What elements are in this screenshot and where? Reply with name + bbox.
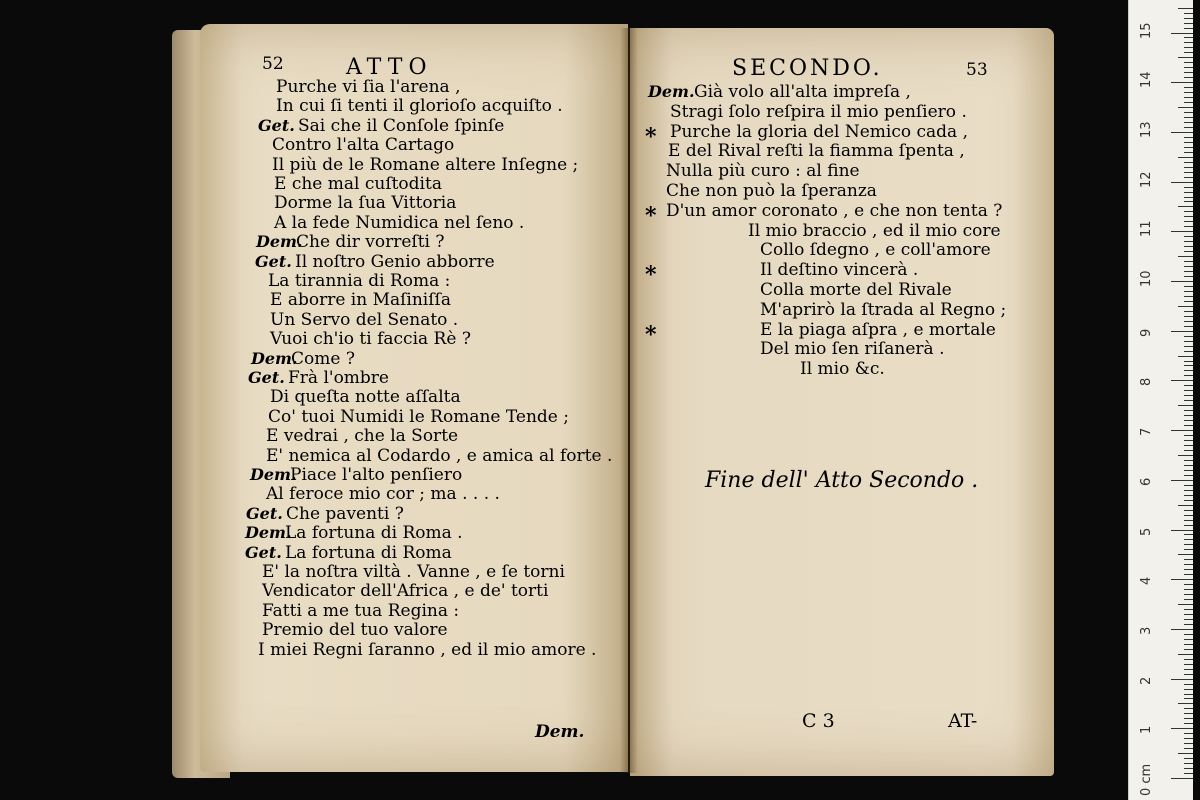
verse-line: Il deſtino vincerà . bbox=[760, 260, 919, 281]
ruler-tick bbox=[1184, 62, 1193, 63]
verse-line: Di queſta notte aſſalta bbox=[270, 387, 461, 408]
ruler-tick bbox=[1178, 505, 1193, 506]
ruler-tick bbox=[1184, 639, 1193, 640]
ruler-tick bbox=[1184, 738, 1193, 739]
ruler-tick bbox=[1184, 594, 1193, 595]
verse-line: Purche la gloria del Nemico cada , bbox=[670, 121, 968, 142]
ruler-tick bbox=[1184, 743, 1193, 744]
ruler-tick bbox=[1171, 679, 1193, 680]
ruler-tick bbox=[1184, 192, 1193, 193]
ruler-tick bbox=[1171, 33, 1193, 34]
ruler-tick bbox=[1171, 778, 1193, 779]
speaker-label: Get. bbox=[248, 368, 285, 387]
ruler-tick bbox=[1184, 420, 1193, 421]
ruler-tick bbox=[1171, 82, 1193, 83]
ruler-tick bbox=[1184, 395, 1193, 396]
ruler-tick bbox=[1184, 400, 1193, 401]
ruler-tick bbox=[1184, 276, 1193, 277]
verse-line: Colla morte del Rivale bbox=[760, 280, 952, 300]
ruler-tick bbox=[1184, 425, 1193, 426]
speaker-label: Get. bbox=[255, 251, 292, 271]
speaker-label: Dem. bbox=[256, 232, 303, 252]
ruler-tick bbox=[1184, 261, 1193, 262]
ruler-tick bbox=[1184, 112, 1193, 113]
ruler-tick bbox=[1178, 306, 1193, 307]
ruler-tick bbox=[1184, 18, 1193, 19]
verse-line: Frà l'ombre bbox=[288, 368, 389, 388]
asterisk-mark: * bbox=[645, 202, 657, 229]
ruler-tick bbox=[1184, 649, 1193, 650]
ruler-tick bbox=[1184, 445, 1193, 446]
ruler-tick bbox=[1178, 206, 1193, 207]
ruler-tick bbox=[1184, 167, 1193, 168]
ruler-tick bbox=[1178, 107, 1193, 108]
verse-line: Il noſtro Genio abborre bbox=[295, 251, 495, 272]
verse-line: La fortuna di Roma . bbox=[285, 523, 463, 544]
speaker-label: Dem. bbox=[648, 82, 695, 101]
ruler-tick bbox=[1184, 684, 1193, 685]
ruler-tick bbox=[1184, 490, 1193, 491]
catchword-right: AT- bbox=[948, 710, 978, 732]
ruler-tick bbox=[1184, 246, 1193, 247]
ruler-tick bbox=[1184, 599, 1193, 600]
ruler-tick bbox=[1184, 216, 1193, 217]
speaker-label: Get. bbox=[258, 115, 295, 135]
ruler-label: 9 bbox=[1139, 328, 1154, 337]
ruler-tick bbox=[1184, 87, 1193, 88]
verse-line: Collo ſdegno , e coll'amore bbox=[760, 240, 991, 261]
ruler-tick bbox=[1184, 763, 1193, 764]
ruler-tick bbox=[1184, 365, 1193, 366]
ruler-tick bbox=[1184, 361, 1193, 362]
verse-line: E' la noſtra viltà . Vanne , e ſe torni bbox=[262, 562, 565, 582]
ruler-tick bbox=[1184, 301, 1193, 302]
ruler-tick bbox=[1184, 211, 1193, 212]
verse-line: Come ? bbox=[291, 348, 355, 369]
ruler-tick bbox=[1184, 748, 1193, 749]
ruler-label: 8 bbox=[1139, 378, 1154, 387]
ruler-tick bbox=[1171, 579, 1193, 580]
ruler-tick bbox=[1184, 440, 1193, 441]
verse-line: Il mio braccio , ed il mio core bbox=[748, 220, 1001, 241]
ruler-tick bbox=[1184, 172, 1193, 173]
ruler-tick bbox=[1184, 564, 1193, 565]
ruler-tick bbox=[1184, 370, 1193, 371]
ruler-tick bbox=[1184, 768, 1193, 769]
asterisk-mark: * bbox=[645, 262, 657, 289]
ruler-tick bbox=[1184, 584, 1193, 585]
ruler-tick bbox=[1178, 57, 1193, 58]
ruler-tick bbox=[1171, 480, 1193, 481]
ruler-tick bbox=[1178, 654, 1193, 655]
ruler-tick bbox=[1184, 321, 1193, 322]
ruler-tick bbox=[1171, 530, 1193, 531]
ruler-tick bbox=[1184, 67, 1193, 68]
verse-line: La tirannia di Roma : bbox=[268, 271, 451, 291]
ruler-tick bbox=[1171, 629, 1193, 630]
ruler-tick bbox=[1184, 37, 1193, 38]
ruler-tick bbox=[1184, 28, 1193, 29]
verse-line: Il più de le Romane altere Inſegne ; bbox=[272, 154, 579, 175]
ruler-tick bbox=[1184, 410, 1193, 411]
ruler-tick bbox=[1184, 137, 1193, 138]
ruler-tick bbox=[1184, 390, 1193, 391]
ruler-tick bbox=[1171, 231, 1193, 232]
ruler-tick bbox=[1184, 187, 1193, 188]
ruler-tick bbox=[1178, 356, 1193, 357]
verse-line: I miei Regni ſaranno , ed il mio amore . bbox=[258, 639, 597, 660]
ruler-tick bbox=[1171, 430, 1193, 431]
ruler-tick bbox=[1184, 435, 1193, 436]
verse-line: Nulla più curo : al fine bbox=[666, 161, 860, 182]
verse-line: E vedrai , che la Sorte bbox=[266, 426, 459, 447]
ruler-tick bbox=[1184, 485, 1193, 486]
verse-line: Contro l'alta Cartago bbox=[272, 135, 455, 156]
catchword-left: Dem. bbox=[535, 722, 585, 742]
running-head-right: SECONDO. bbox=[732, 56, 883, 81]
verse-line: M'aprirò la ſtrada al Regno ; bbox=[760, 299, 1007, 320]
ruler-tick bbox=[1178, 8, 1193, 9]
ruler-tick bbox=[1178, 157, 1193, 158]
ruler-tick bbox=[1184, 351, 1193, 352]
verse-line: E la piaga aſpra , e mortale bbox=[760, 319, 996, 340]
ruler-label: 2 bbox=[1139, 676, 1154, 685]
ruler-tick bbox=[1184, 634, 1193, 635]
ruler-tick bbox=[1184, 733, 1193, 734]
ruler-tick bbox=[1184, 72, 1193, 73]
verse-line: Al feroce mio cor ; ma . . . . bbox=[266, 484, 500, 505]
verse-line: E che mal cuſtodita bbox=[274, 174, 442, 194]
ruler-label: 15 bbox=[1139, 21, 1154, 39]
verse-line: Co' tuoi Numidi le Romane Tende ; bbox=[268, 406, 569, 427]
ruler-tick bbox=[1184, 698, 1193, 699]
ruler-tick bbox=[1184, 520, 1193, 521]
ruler-tick bbox=[1184, 236, 1193, 237]
ruler-tick bbox=[1184, 624, 1193, 625]
ruler-tick bbox=[1184, 221, 1193, 222]
verse-line: Premio del tuo valore bbox=[262, 620, 448, 641]
speaker-label: Dem. bbox=[251, 348, 298, 368]
ruler-tick bbox=[1184, 341, 1193, 342]
ruler-tick bbox=[1184, 525, 1193, 526]
ruler-tick bbox=[1184, 723, 1193, 724]
ruler-tick bbox=[1184, 644, 1193, 645]
verse-line: Purche vi ſia l'arena , bbox=[276, 77, 461, 97]
verse-line: Piace l'alto penſiero bbox=[290, 465, 463, 485]
asterisk-mark: * bbox=[645, 123, 657, 150]
speaker-label: Dem. bbox=[250, 465, 297, 484]
ruler-tick bbox=[1184, 609, 1193, 610]
ruler-tick bbox=[1184, 465, 1193, 466]
ruler-tick bbox=[1178, 703, 1193, 704]
verse-line: In cui ſi tenti il glorioſo acquiſto . bbox=[276, 96, 563, 117]
verse-line: Un Servo del Senato . bbox=[270, 309, 459, 330]
ruler-label: 5 bbox=[1139, 527, 1154, 536]
ruler-tick bbox=[1184, 689, 1193, 690]
ruler-tick bbox=[1178, 256, 1193, 257]
ruler-tick bbox=[1184, 470, 1193, 471]
ruler-tick bbox=[1184, 415, 1193, 416]
ruler-tick bbox=[1184, 102, 1193, 103]
verse-line: Vuoi ch'io ti faccia Rè ? bbox=[270, 329, 471, 350]
ruler-tick bbox=[1184, 311, 1193, 312]
verse-line: Del mio ſen riſanerà . bbox=[760, 339, 945, 360]
verse-line: E' nemica al Codardo , e amica al forte . bbox=[266, 445, 613, 466]
ruler-label: 14 bbox=[1139, 71, 1154, 89]
signature-mark: C 3 bbox=[802, 710, 835, 732]
verse-line: Vendicator dell'Africa , e de' torti bbox=[262, 581, 549, 602]
ruler-tick bbox=[1184, 510, 1193, 511]
ruler-tick bbox=[1184, 271, 1193, 272]
verse-line: Dorme la ſua Vittoria bbox=[274, 193, 457, 214]
ruler-tick bbox=[1184, 495, 1193, 496]
speaker-label: Get. bbox=[246, 503, 283, 523]
ruler-tick bbox=[1184, 291, 1193, 292]
ruler-tick bbox=[1184, 559, 1193, 560]
ruler-label: 10 bbox=[1139, 270, 1154, 287]
ruler-tick bbox=[1184, 718, 1193, 719]
ruler-tick bbox=[1171, 132, 1193, 133]
ruler-tick bbox=[1184, 251, 1193, 252]
ruler-tick bbox=[1171, 380, 1193, 381]
ruler-tick bbox=[1184, 515, 1193, 516]
ruler-tick bbox=[1184, 52, 1193, 53]
ruler-tick bbox=[1184, 117, 1193, 118]
ruler-tick bbox=[1171, 331, 1193, 332]
ruler-tick bbox=[1184, 659, 1193, 660]
verse-line: Il mio &c. bbox=[800, 359, 885, 380]
ruler-tick bbox=[1184, 475, 1193, 476]
ruler-tick bbox=[1184, 13, 1193, 14]
ruler-tick bbox=[1171, 281, 1193, 282]
ruler-tick bbox=[1184, 97, 1193, 98]
ruler-tick bbox=[1184, 713, 1193, 714]
ruler-tick bbox=[1184, 296, 1193, 297]
verse-line: E del Rival reſti la fiamma ſpenta , bbox=[668, 141, 965, 162]
verse-line: Sai che il Conſole ſpinſe bbox=[298, 115, 505, 136]
ruler-label: 11 bbox=[1139, 220, 1154, 238]
verse-line: La fortuna di Roma bbox=[285, 542, 452, 563]
verse-line: D'un amor coronato , e che non tenta ? bbox=[666, 200, 1003, 221]
ruler-tick bbox=[1184, 226, 1193, 227]
verse-line: Stragi ſolo reſpira il mio penſiero . bbox=[670, 101, 967, 122]
ruler-tick bbox=[1184, 23, 1193, 24]
ruler-tick bbox=[1184, 619, 1193, 620]
ruler-tick bbox=[1184, 77, 1193, 78]
ruler-tick bbox=[1184, 450, 1193, 451]
verse-line: A la fede Numidica nel ſeno . bbox=[274, 212, 525, 233]
ruler-tick bbox=[1184, 500, 1193, 501]
ruler-tick bbox=[1184, 122, 1193, 123]
ruler-tick bbox=[1184, 614, 1193, 615]
ruler-tick bbox=[1178, 554, 1193, 555]
speaker-label: Dem. bbox=[245, 523, 292, 543]
verse-line: Che non può la ſperanza bbox=[666, 181, 877, 201]
ruler-tick bbox=[1184, 549, 1193, 550]
running-head-left: ATTO bbox=[346, 55, 433, 80]
page-number-left: 52 bbox=[262, 54, 284, 74]
ruler-tick bbox=[1184, 544, 1193, 545]
ruler-label: 1 bbox=[1139, 726, 1154, 735]
ruler-label: 6 bbox=[1139, 477, 1154, 486]
ruler-tick bbox=[1184, 534, 1193, 535]
ruler-label: 3 bbox=[1139, 626, 1154, 635]
verse-line: E aborre in Maſiniſſa bbox=[270, 290, 451, 311]
ruler-tick bbox=[1184, 758, 1193, 759]
ruler-tick bbox=[1184, 197, 1193, 198]
ruler-tick bbox=[1184, 152, 1193, 153]
ruler-tick bbox=[1184, 92, 1193, 93]
book-gutter bbox=[620, 28, 638, 773]
verse-line: Fatti a me tua Regina : bbox=[262, 600, 460, 621]
page-number-right: 53 bbox=[966, 60, 988, 80]
ruler-tick bbox=[1184, 569, 1193, 570]
ruler-tick bbox=[1184, 241, 1193, 242]
ruler-tick bbox=[1171, 728, 1193, 729]
ruler-tick bbox=[1184, 460, 1193, 461]
ruler-tick bbox=[1184, 142, 1193, 143]
ruler-label: 0 cm bbox=[1139, 763, 1154, 796]
ruler-tick bbox=[1184, 127, 1193, 128]
asterisk-mark: * bbox=[645, 321, 657, 348]
ruler-tick bbox=[1184, 47, 1193, 48]
ruler-tick bbox=[1184, 375, 1193, 376]
ruler-tick bbox=[1184, 286, 1193, 287]
ruler-tick bbox=[1184, 336, 1193, 337]
ruler-tick bbox=[1184, 674, 1193, 675]
ruler-tick bbox=[1184, 346, 1193, 347]
ruler-tick bbox=[1171, 182, 1193, 183]
speaker-label: Get. bbox=[245, 542, 282, 562]
ruler-tick bbox=[1178, 753, 1193, 754]
ruler-tick bbox=[1184, 574, 1193, 575]
ruler-tick bbox=[1184, 385, 1193, 386]
ruler-tick bbox=[1184, 326, 1193, 327]
ruler-tick bbox=[1184, 664, 1193, 665]
ruler-tick bbox=[1184, 147, 1193, 148]
ruler-tick bbox=[1184, 42, 1193, 43]
ruler-label: 7 bbox=[1139, 427, 1154, 437]
ruler-tick bbox=[1184, 266, 1193, 267]
act-end-title: Fine dell' Atto Secondo . bbox=[705, 468, 979, 493]
ruler-tick bbox=[1184, 694, 1193, 695]
ruler-tick bbox=[1178, 604, 1193, 605]
ruler-tick bbox=[1184, 539, 1193, 540]
verse-line: Che paventi ? bbox=[286, 503, 404, 524]
ruler-label: 4 bbox=[1139, 576, 1154, 586]
ruler-tick bbox=[1184, 589, 1193, 590]
ruler-tick bbox=[1184, 201, 1193, 202]
ruler-tick bbox=[1178, 455, 1193, 456]
ruler-tick bbox=[1184, 773, 1193, 774]
ruler-tick bbox=[1184, 177, 1193, 178]
ruler-label: 13 bbox=[1139, 121, 1154, 138]
ruler-tick bbox=[1184, 708, 1193, 709]
ruler-tick bbox=[1184, 316, 1193, 317]
measuring-ruler bbox=[1128, 0, 1193, 800]
verse-line: Che dir vorreſti ? bbox=[296, 232, 445, 253]
ruler-label: 12 bbox=[1139, 171, 1154, 188]
ruler-tick bbox=[1184, 162, 1193, 163]
ruler-tick bbox=[1178, 405, 1193, 406]
verse-line: Già volo all'alta impreſa , bbox=[694, 82, 911, 102]
ruler-tick bbox=[1184, 669, 1193, 670]
